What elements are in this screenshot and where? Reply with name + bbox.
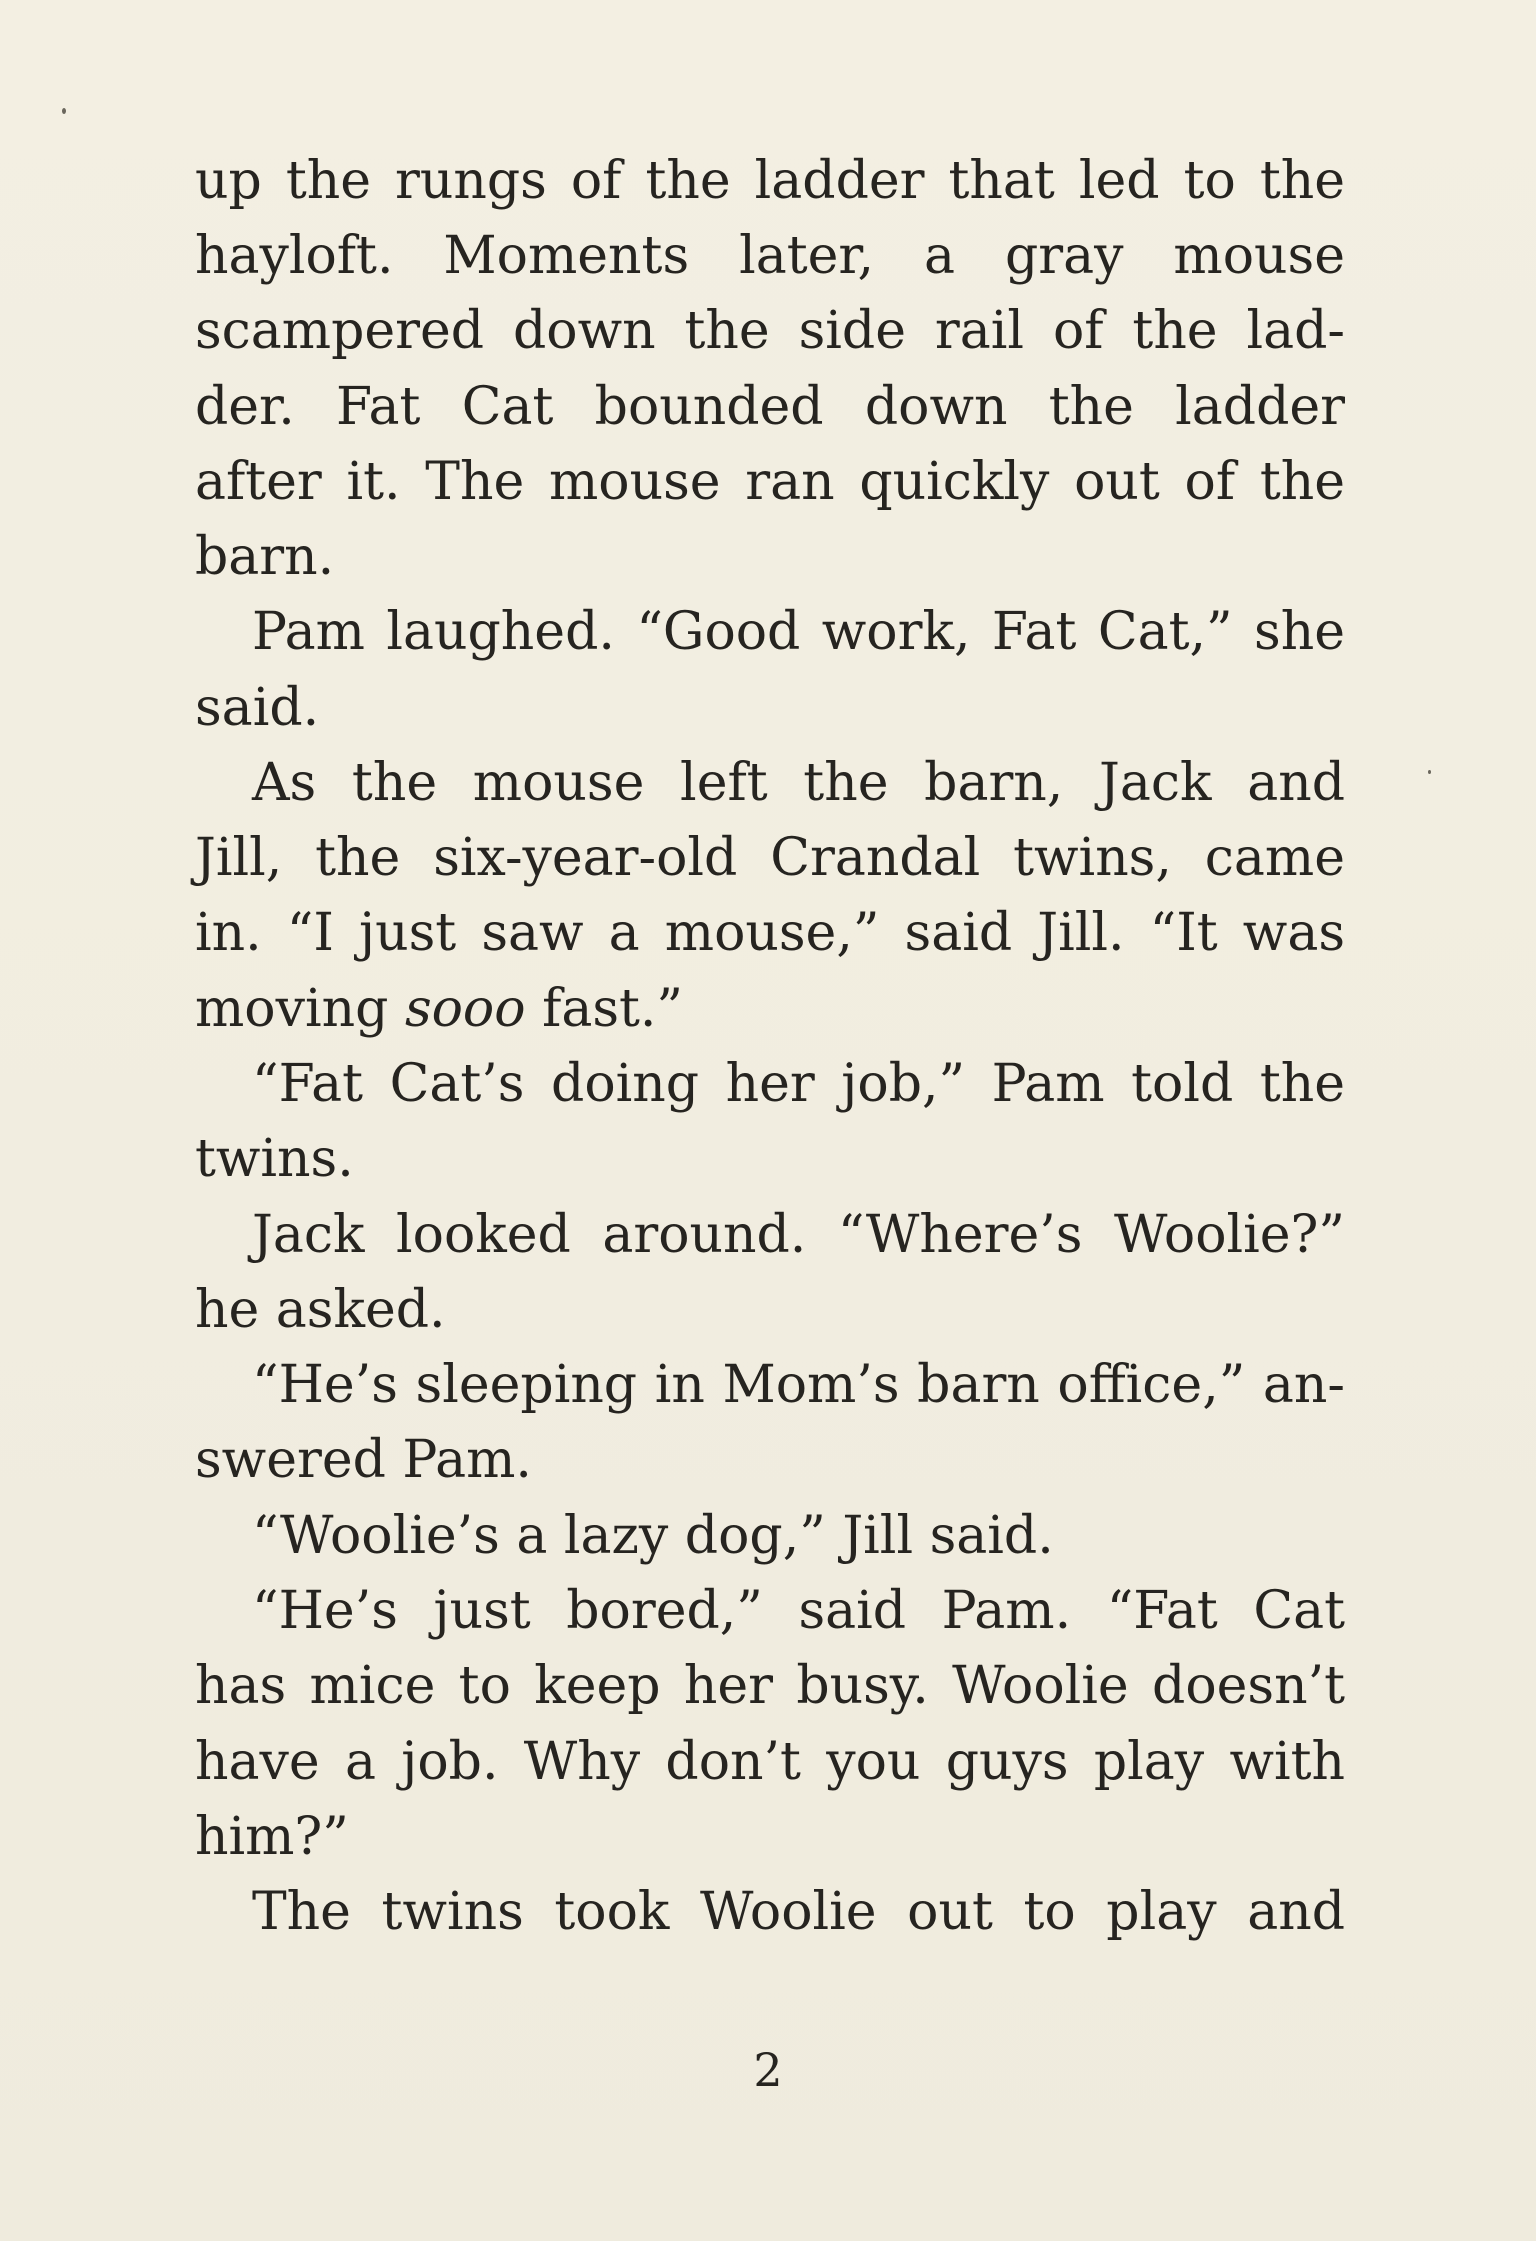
- text-line: has mice to keep her busy. Woolie doesn’t: [195, 1656, 1345, 1716]
- text-line: hayloft. Moments later, a gray mouse: [195, 226, 1345, 286]
- text-line: “He’s just bored,” said Pam. “Fat Cat: [252, 1581, 1345, 1641]
- text-line: swered Pam.: [195, 1430, 532, 1490]
- text-line: Jill, the six-year-old Crandal twins, came: [195, 828, 1345, 888]
- text-line: The twins took Woolie out to play and: [252, 1882, 1345, 1942]
- text-line: [195, 971, 683, 1047]
- page-number: 2: [753, 2043, 783, 2097]
- text-line: Pam laughed. “Good work, Fat Cat,” she: [252, 602, 1345, 662]
- paper-speck: [1428, 770, 1431, 774]
- text-line: after it. The mouse ran quickly out of the: [195, 452, 1345, 512]
- text-line: “He’s sleeping in Mom’s barn office,” an-: [252, 1355, 1345, 1415]
- text-line: scampered down the side rail of the lad-: [195, 301, 1345, 361]
- text-line: in. “I just saw a mouse,” said Jill. “It was: [195, 903, 1345, 963]
- text-line: up the rungs of the ladder that led to the: [195, 151, 1345, 211]
- text-line: “Fat Cat’s doing her job,” Pam told the: [252, 1054, 1345, 1114]
- text-line: barn.: [195, 527, 335, 587]
- text-line: der. Fat Cat bounded down the ladder: [195, 377, 1345, 437]
- text-line: said.: [195, 678, 320, 738]
- paper-speck: [62, 108, 66, 114]
- text-line: As the mouse left the barn, Jack and: [252, 753, 1345, 813]
- text-line: Jack looked around. “Where’s Woolie?”: [252, 1205, 1345, 1265]
- text-line: twins.: [195, 1129, 354, 1189]
- text-span: fast.”: [525, 979, 684, 1039]
- emphasized-word: sooo: [404, 979, 526, 1039]
- text-line: him?”: [195, 1807, 349, 1867]
- text-line: “Woolie’s a lazy dog,” Jill said.: [252, 1506, 1054, 1566]
- text-line: he asked.: [195, 1280, 446, 1340]
- text-span: moving: [195, 979, 405, 1039]
- text-line: have a job. Why don’t you guys play with: [195, 1732, 1345, 1792]
